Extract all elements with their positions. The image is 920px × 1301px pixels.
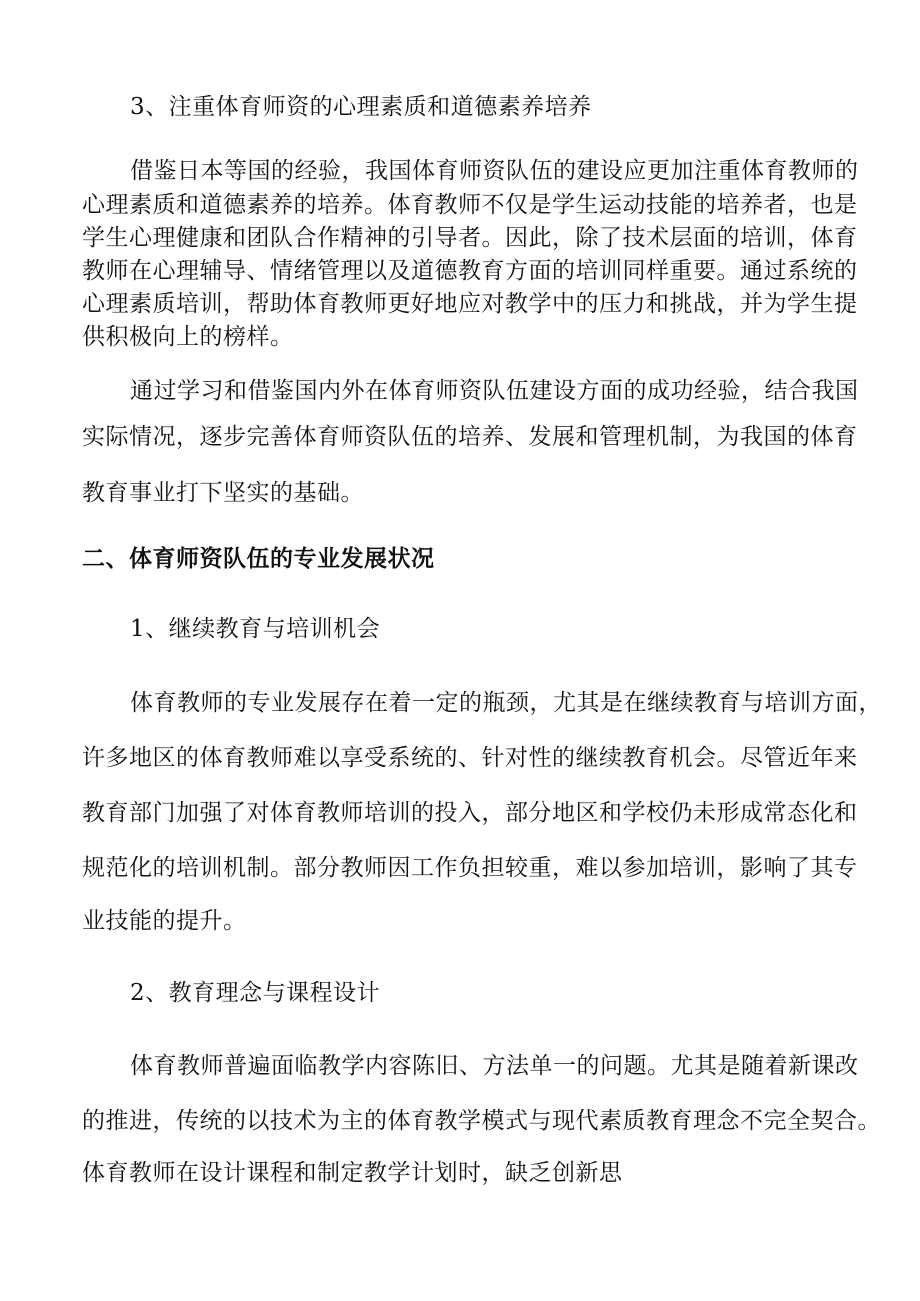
paragraph-4-line: 体育教师在设计课程和制定教学计划时，缺乏创新思 — [82, 1160, 623, 1186]
paragraph-1-line: 学生心理健康和团队合作精神的引导者。因此，除了技术层面的培训，体育 — [82, 225, 858, 251]
paragraph-3-line: 体育教师的专业发展存在着一定的瓶颈，尤其是在继续教育与培训方面， — [130, 690, 882, 716]
subheading-2-2: 2、教育理念与课程设计 — [130, 980, 381, 1006]
paragraph-3-line: 许多地区的体育教师难以享受系统的、针对性的继续教育机会。尽管近年来 — [82, 745, 858, 771]
paragraph-1-line: 心理素质和道德素养的培养。体育教师不仅是学生运动技能的培养者，也是 — [82, 192, 858, 218]
paragraph-1-line: 供积极向上的榜样。 — [82, 324, 294, 350]
paragraph-3-line: 教育部门加强了对体育教师培训的投入，部分地区和学校仍未形成常态化和 — [82, 800, 858, 826]
paragraph-1-line: 借鉴日本等国的经验，我国体育师资队伍的建设应更加注重体育教师的 — [130, 158, 859, 184]
paragraph-1-line: 教师在心理辅导、情绪管理以及道德教育方面的培训同样重要。通过系统的 — [82, 258, 858, 284]
section-2-heading: 二、体育师资队伍的专业发展状况 — [82, 545, 435, 572]
paragraph-3-line: 业技能的提升。 — [82, 908, 247, 934]
paragraph-2-line: 教育事业打下坚实的基础。 — [82, 480, 364, 506]
paragraph-2-line: 实际情况，逐步完善体育师资队伍的培养、发展和管理机制，为我国的体育 — [82, 424, 858, 450]
paragraph-1-line: 心理素质培训，帮助体育教师更好地应对教学中的压力和挑战，并为学生提 — [82, 291, 858, 317]
subheading-3: 3、注重体育师资的心理素质和道德素养培养 — [130, 94, 592, 120]
subheading-2-1: 1、继续教育与培训机会 — [130, 616, 381, 642]
paragraph-2-line: 通过学习和借鉴国内外在体育师资队伍建设方面的成功经验，结合我国 — [130, 378, 859, 404]
paragraph-4-line: 体育教师普遍面临教学内容陈旧、方法单一的问题。尤其是随着新课改 — [130, 1053, 859, 1079]
paragraph-4-line: 的推进，传统的以技术为主的体育教学模式与现代素质教育理念不完全契合。 — [82, 1108, 881, 1134]
paragraph-3-line: 规范化的培训机制。部分教师因工作负担较重，难以参加培训，影响了其专 — [82, 855, 858, 881]
